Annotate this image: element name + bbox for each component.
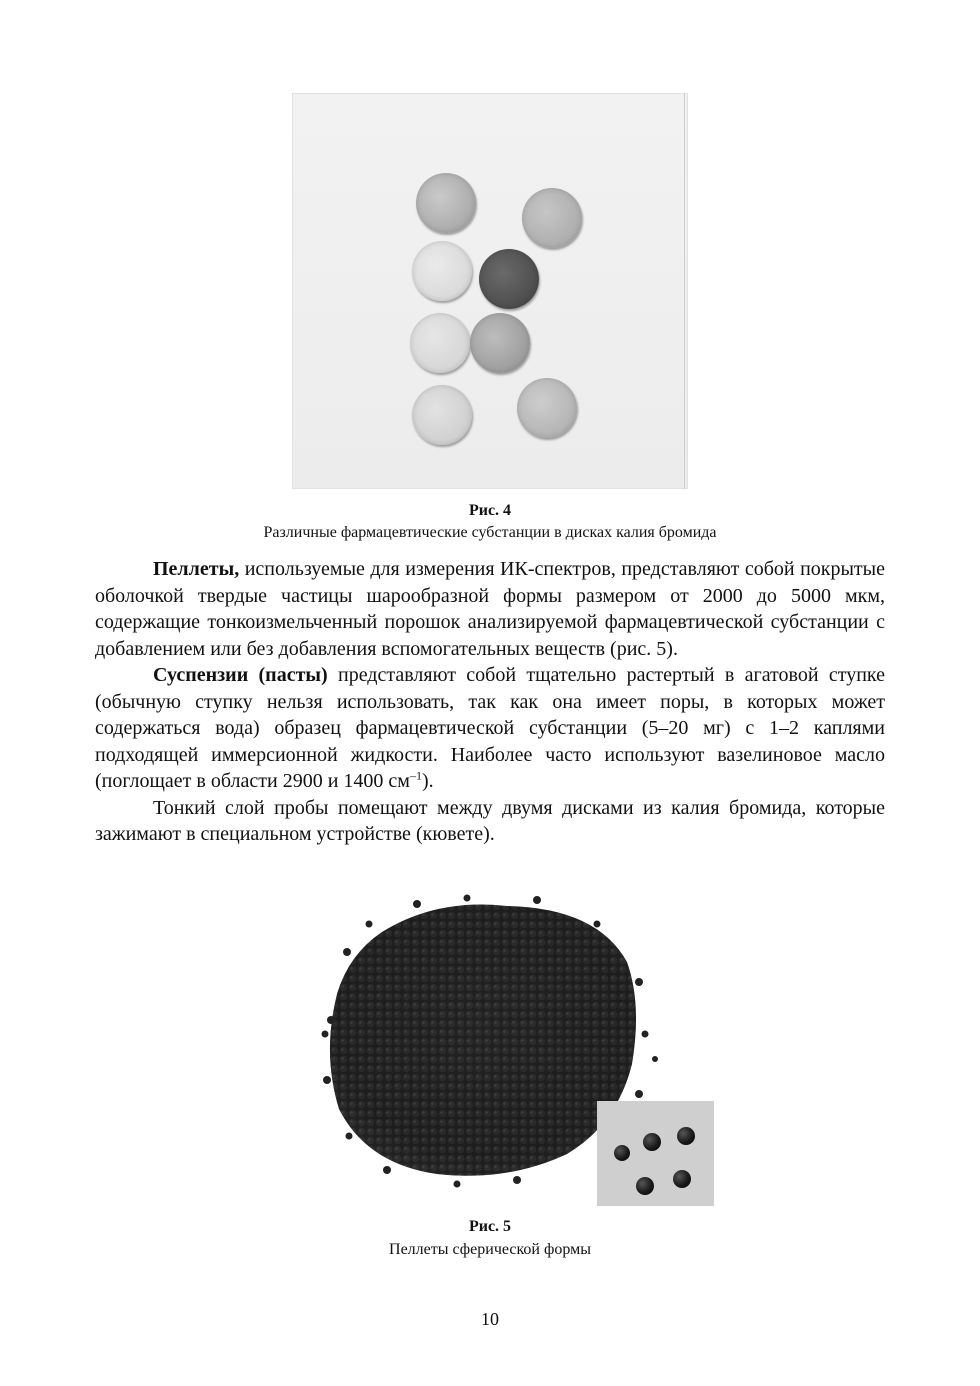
paragraph-suspensions-text: представляют собой тщательно растертый в агатовой ступке (обычную ступку нельзя использовать, так как она имеет поры, в которых может содержаться вода) образец фармацевтической субстанции (5–20 мг) с 1–2 каплями подходящей иммерсионной жидкости. Наиболее часто используют вазелиновое масло (поглощает в области 2900 и 1400 см (95, 664, 886, 792)
paragraph-pellets (95, 556, 885, 662)
figure-4-photo (292, 93, 688, 489)
photo-edge (684, 93, 685, 489)
kbr-disk (410, 313, 470, 373)
paragraph-suspensions (95, 662, 885, 795)
kbr-disk (517, 378, 577, 438)
paragraph-thin-layer-text: Тонкий слой пробы помещают между двумя дисками из калия бромида, которые зажимают в специальном устройстве (кювете). (95, 796, 885, 845)
pellet-bead (636, 1177, 654, 1195)
kbr-disk (479, 249, 539, 309)
pellet-bead (677, 1127, 695, 1145)
pellet-bead (614, 1145, 630, 1161)
figure-4-caption: Различные фармацевтические субстанции в дисках калия бромида (263, 524, 717, 541)
paragraph-suspensions-end: ). (421, 770, 434, 792)
paragraph-thin-layer (95, 795, 885, 848)
figure-4-title: Рис. 4 (468, 502, 512, 519)
figure-5-caption: Пеллеты сферической формы (389, 1241, 591, 1258)
pellets-closeup-inset (597, 1101, 714, 1206)
term-pellets: Пеллеты, (153, 558, 240, 580)
paragraph-pellets-text: используемые для измерения ИК-спектров, представляют собой покрытые оболочкой твердые частицы шарообразной формы размером от 2000 до 5000 мкм, содержащие тонкоизмельченный порошок анализируемой фармацевтической субстанции с добавлением или без добавления вспомогательных веществ (рис. 5). (95, 558, 885, 660)
pellet-bead (643, 1133, 661, 1151)
kbr-disk (412, 241, 472, 301)
kbr-disk (416, 173, 476, 233)
superscript-minus-one: –1 (409, 768, 422, 783)
page-number: 10 (481, 1309, 499, 1329)
kbr-disk (412, 385, 472, 445)
kbr-disk (470, 313, 530, 373)
kbr-disk (522, 188, 582, 248)
pellet-bead (673, 1170, 691, 1188)
term-suspensions: Суспензии (пасты) (153, 664, 328, 686)
figure-5-title: Рис. 5 (468, 1218, 512, 1235)
body-text (95, 556, 885, 848)
